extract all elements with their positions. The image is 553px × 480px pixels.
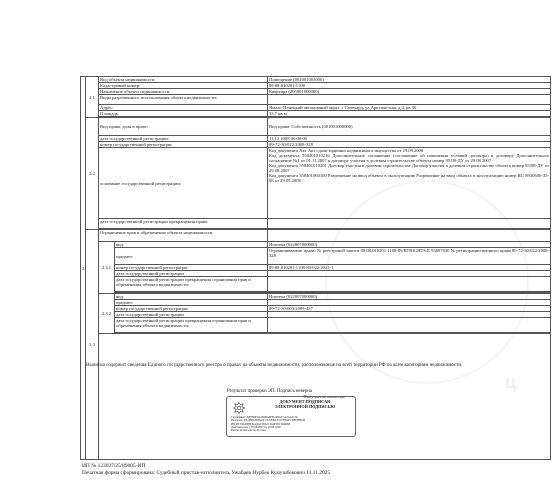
basis-item: Код документа 558401010201 Договор участия в долевом строительстве Договор участия в долевом строительстве объекта номер 95/08-ДУ от 29.08.2007 (269, 163, 549, 173)
stamp-line: Сертификат: 00E890E0A2E6BA6F8C48D2F1A3AA1C9C (231, 416, 299, 419)
section-2-1-number: 2.1 (86, 77, 99, 118)
print-form-info: Печатная форма сформирована: Судебный пристав-исполнитель Ужабаев Нурбек Кумушбекович 11.11.2025 (82, 470, 331, 476)
signature-check-result: Результат проверки ЭП: Подпись неверна (227, 389, 312, 394)
stamp-line: Действителен: с 05.06.2025 по 29.08.2026 (231, 425, 281, 429)
basis-label: основание государственной регистрации: (99, 148, 268, 219)
right-type-label: Вид права, доля в праве: (99, 118, 268, 136)
e-signature-stamp (226, 396, 356, 437)
encumbrance-1-subject-value: Ограничиваемые права: № реестровой записи 89:08:010201:1108-89/RTRIGHTS:E.93697030 № регистрации вещного права 89-72-30/022/2008-328 (268, 248, 551, 265)
basis-item: Код документа Акт Акт сдачи-приемки недвижимого имущества от 29.09.2008 (269, 148, 424, 153)
right-date-value: 11.12.2008 00:00:00 (268, 136, 551, 142)
right-end-value (268, 219, 551, 229)
object-kind-value: Помещение (002001003000) (268, 77, 551, 83)
recipient-label: Получатель выписки: (99, 334, 551, 460)
encumbrance-2-number: 2.3.2 (99, 294, 115, 334)
encumbrance-2-kind-value: Ипотека (022007000000) (268, 294, 551, 300)
encumbrance-1-date-label: дата государственной регистрации (115, 271, 268, 277)
extract-note: Выписка содержит сведения Единого государственного реестра о правах на объекты недвижимости, расположенные на всей территории РФ по всем категориям недвижимости. (86, 363, 463, 368)
cadastral-number-value: 89:08:010201:1108 (268, 83, 551, 89)
encumbrance-2-subject-label: предмет: (115, 300, 268, 306)
right-number-label: номер государственной регистрации: (99, 142, 268, 148)
permitted-use-value (268, 95, 551, 105)
purpose-value: Квартира (205001000000) (268, 89, 551, 95)
purpose-label: Назначение объекта недвижимости: (99, 89, 268, 95)
right-number-value: 89-72-30/022/2008-328 (268, 142, 551, 148)
section-2-2-number: 2.2 (86, 118, 99, 230)
stamp-title: ДОКУМЕНТ ПОДПИСАН ЭЛЕКТРОННОЙ ПОДПИСЬЮ (274, 399, 336, 409)
encumbrance-2-date-label: дата государственной регистрации (115, 312, 268, 318)
area-value: 33.7 кв.м (268, 111, 551, 117)
encumbrance-1-number: 2.3.1 (99, 242, 115, 294)
section-2-3-number: 2.3 (86, 230, 99, 460)
basis-list (268, 148, 551, 219)
stamp-details (231, 416, 353, 432)
encumbrance-2-kind-label: вид: (115, 294, 268, 300)
right-type-value: Вид права: Собственность (001001000000) (268, 118, 551, 136)
encumbrance-1-subject-label: предмет: (115, 248, 268, 265)
encumbrance-header: Ограничение прав и обременение объекта недвижимости: (99, 230, 268, 242)
encumbrance-1-number-label: номер государственной регистрации: (115, 265, 268, 271)
watermark-text: ц (505, 372, 517, 392)
stamp-line: Выдан: Казначейство России (231, 429, 266, 433)
right-end-label: дата государственной регистрации прекращения права: (99, 219, 268, 229)
encumbrance-2-number-label: номер государственной регистрации: (115, 306, 268, 312)
right-date-label: дата государственной регистрации: (99, 136, 268, 142)
encumbrance-1-kind-value: Ипотека (022007000000) (268, 242, 551, 248)
encumbrance-2-number-value: 89-72-30/003/2009-437 (268, 306, 551, 312)
basis-item: Код документа 558401060100 Разрешение на ввод объекта в эксплуатацию Разрешение на ввод объекта в эксплуатацию номер RU 8930600-35-08 от 29.09.2008 (269, 173, 549, 183)
footer (82, 463, 330, 477)
area-label: Площадь: (99, 111, 268, 117)
stamp-line: Владелец: ФЕДЕРАЛЬНАЯ СЛУЖБА ГОСУДАРСТВЕННОЙ (231, 419, 305, 423)
cadastral-number-label: Кадастровый номер: (99, 83, 268, 89)
permitted-use-label: Виды разрешенного использования объекта недвижимости: (99, 95, 268, 105)
stamp-line: РЕГИСТРАЦИИ, КАДАСТРА И КАРТОГРАФИИ (231, 422, 291, 426)
enforcement-case-number: ИП № 123027/25/89005-ИП (82, 463, 146, 469)
object-kind-label: Вид объекта недвижимости: (99, 77, 268, 83)
row-number: 2 (81, 77, 86, 460)
address-value: Ямало-Ненецкий автономный округ, г Салехард, ул Арктическая, д 4, кв 36 (268, 105, 551, 111)
address-label: Адрес: (99, 105, 268, 111)
encumbrance-1-number-value: 89:08:010201:1108-89/022/2023-1 (268, 265, 551, 271)
encumbrance-1-end-label: дата государственной регистрации прекращения ограничения прав и обременения объекта недвижимости: (115, 277, 268, 292)
encumbrance-2-end-label: дата государственной регистрации прекращения ограничения прав и обременения объекта недвижимости: (115, 318, 268, 333)
eagle-emblem-icon (232, 401, 246, 415)
basis-item: Код документа 558401010216 Дополнительное соглашение (соглашение об изменении условий договора) к договору Дополнительное соглашение №1 от 01.11.2007 к договору участия в долевом строительстве объекта номер 95/08-ДУ от 29.08.2007 (269, 153, 549, 163)
encumbrance-1-kind-label: вид: (115, 242, 268, 248)
